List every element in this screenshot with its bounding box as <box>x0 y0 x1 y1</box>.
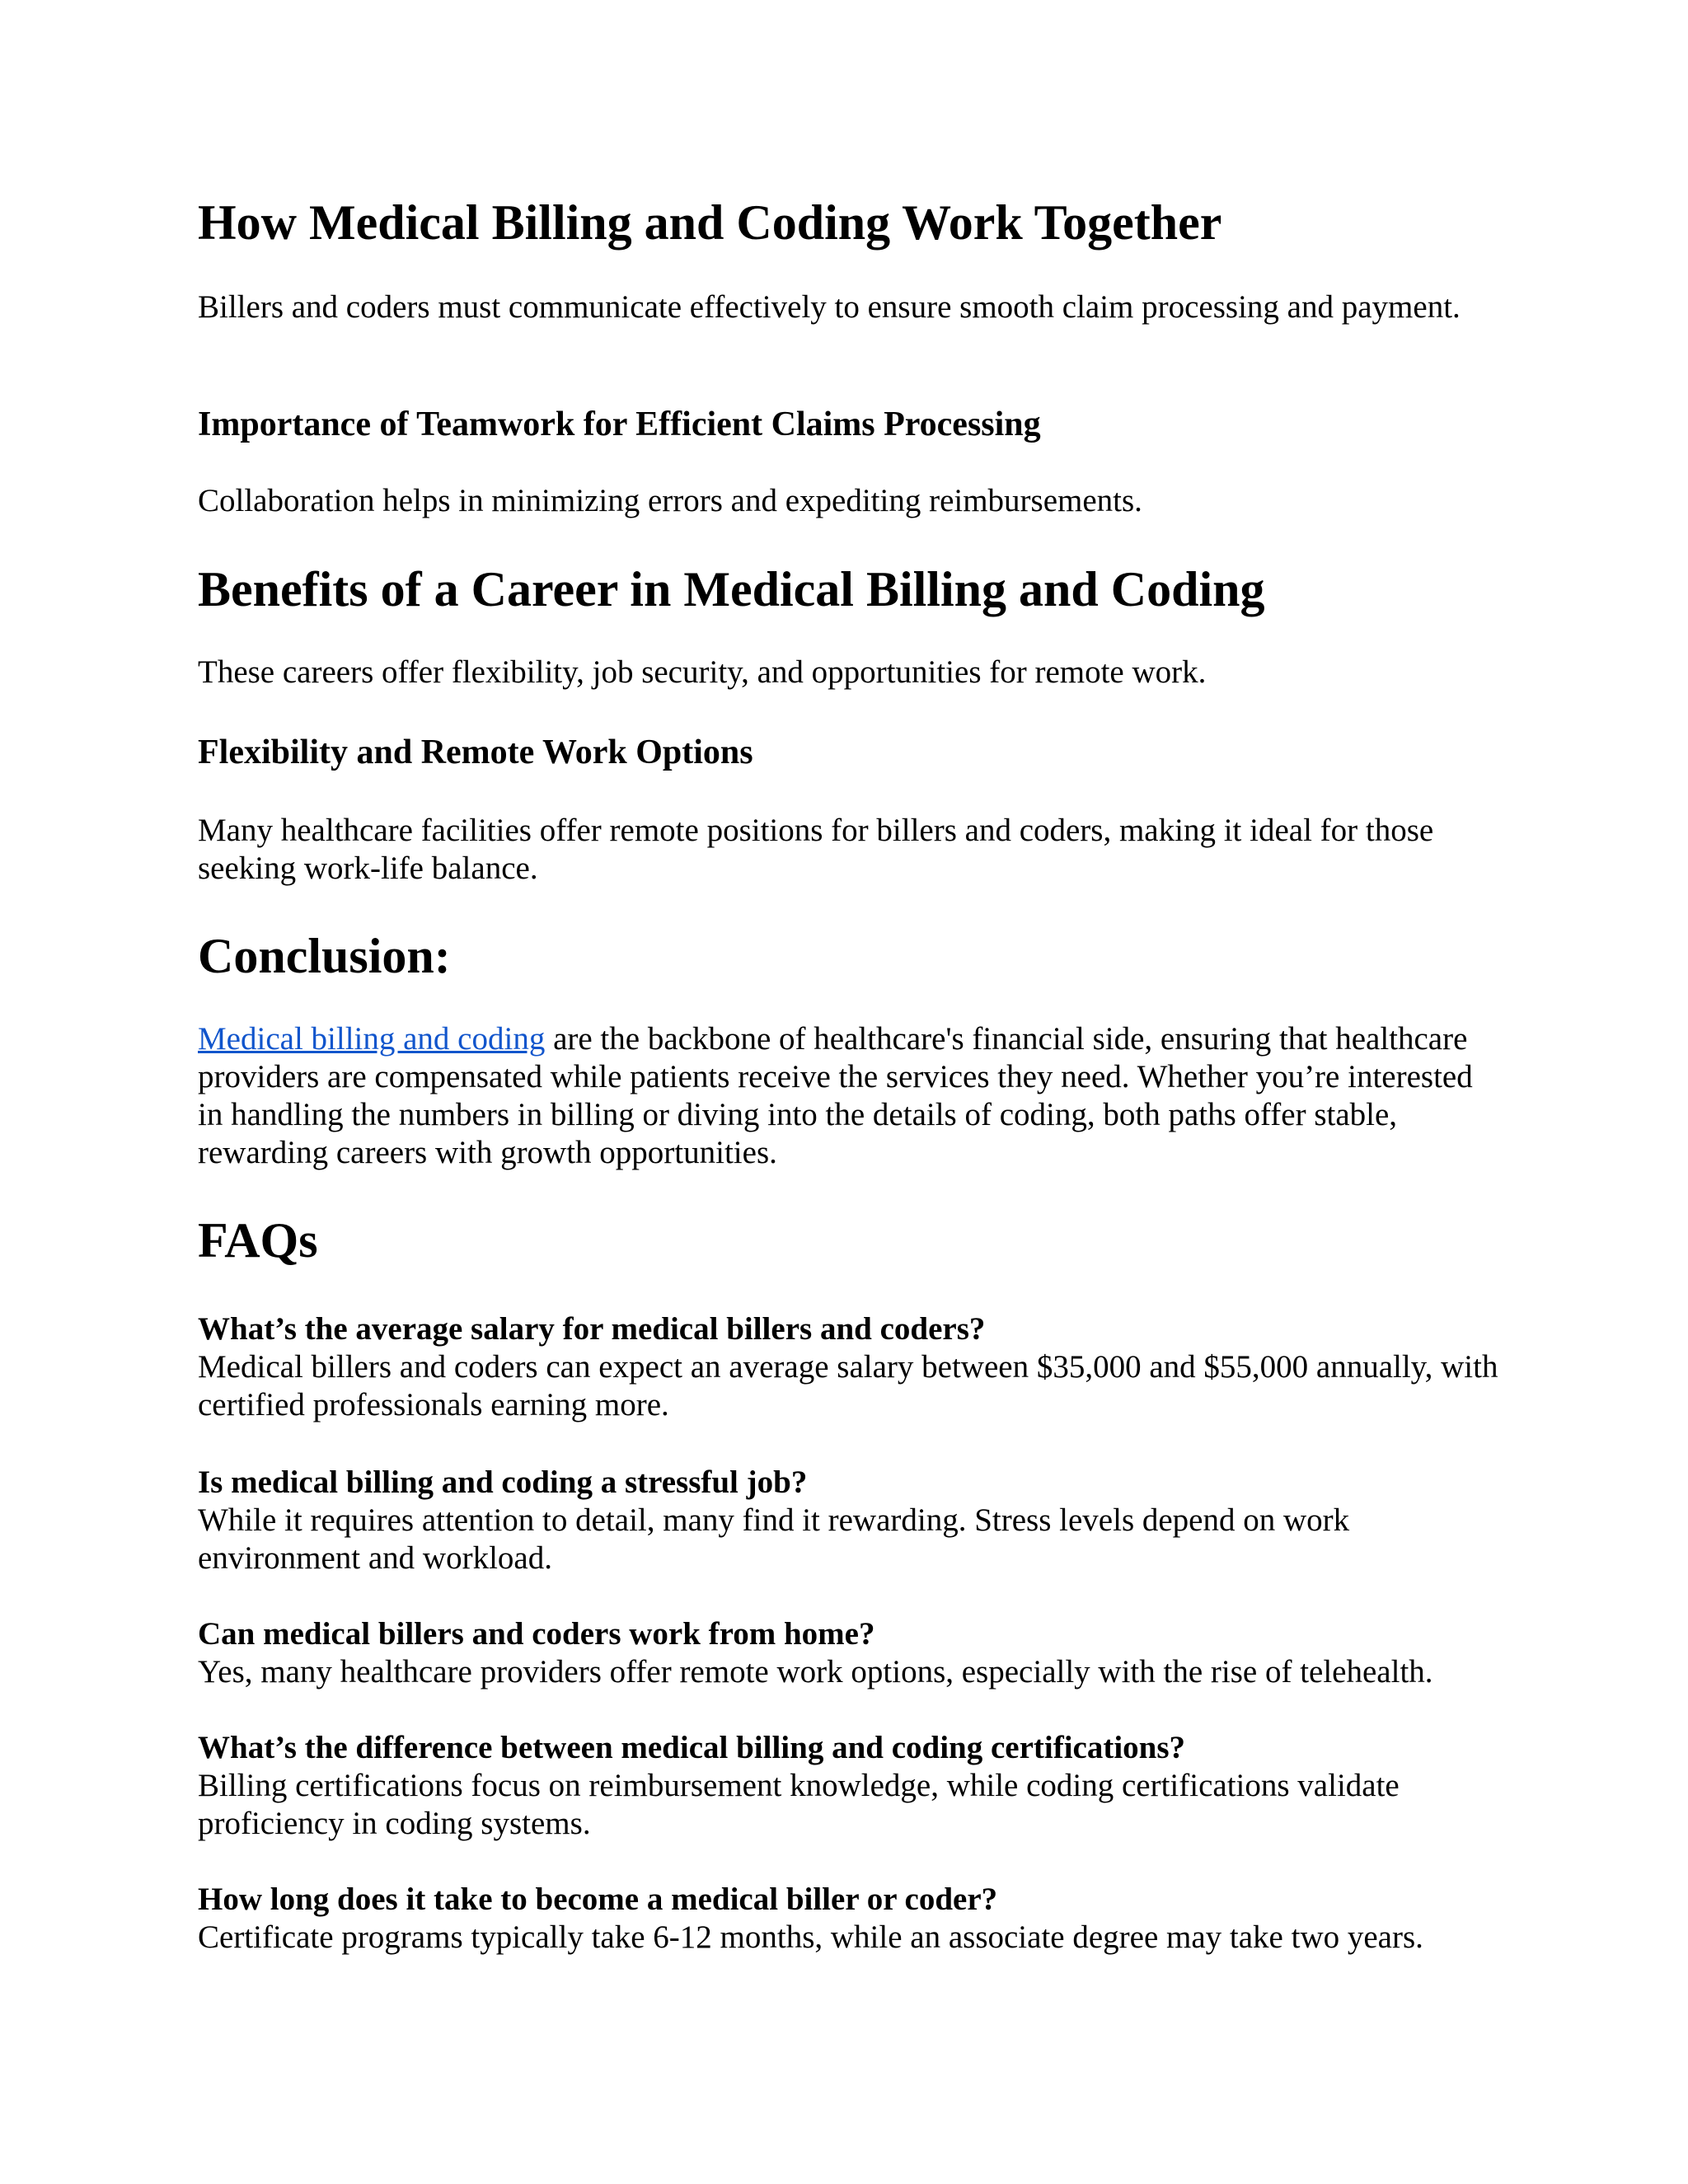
medical-billing-coding-link[interactable]: Medical billing and coding <box>198 1021 546 1057</box>
faq-item <box>198 1310 1500 1424</box>
subheading-teamwork: Importance of Teamwork for Efficient Claims Processing <box>198 405 1041 443</box>
faq-question: What’s the difference between medical billing and coding certifications? <box>198 1730 1186 1765</box>
faq-item <box>198 1881 1500 1957</box>
faq-answer: Medical billers and coders can expect an average salary between $35,000 and $55,000 annually, with certified professionals earning more. <box>198 1349 1498 1422</box>
faq-item <box>198 1464 1500 1577</box>
subheading-flexibility: Flexibility and Remote Work Options <box>198 733 753 771</box>
section-heading-work-together: How Medical Billing and Coding Work Together <box>198 195 1222 250</box>
conclusion-heading: Conclusion: <box>198 929 451 983</box>
paragraph-flexibility: Many healthcare facilities offer remote positions for billers and coders, making it ideal for those seeking work-life balance. <box>198 813 1434 886</box>
faq-item <box>198 1729 1500 1843</box>
faq-answer: Billing certifications focus on reimbursement knowledge, while coding certifications validate proficiency in coding systems. <box>198 1768 1400 1841</box>
faq-question: Is medical billing and coding a stressful job? <box>198 1465 808 1500</box>
section-paragraph-benefits: These careers offer flexibility, job security, and opportunities for remote work. <box>198 654 1207 690</box>
conclusion-paragraph <box>198 1020 1500 1172</box>
faq-answer: Certificate programs typically take 6-12 months, while an associate degree may take two years. <box>198 1919 1423 1955</box>
faq-answer: Yes, many healthcare providers offer remote work options, especially with the rise of telehealth. <box>198 1654 1433 1690</box>
faq-item <box>198 1615 1500 1691</box>
section-heading-benefits: Benefits of a Career in Medical Billing and Coding <box>198 562 1265 616</box>
section-paragraph-work-together: Billers and coders must communicate effectively to ensure smooth claim processing and payment. <box>198 289 1461 325</box>
faqs-heading: FAQs <box>198 1213 318 1268</box>
faq-question: How long does it take to become a medical biller or coder? <box>198 1882 998 1917</box>
faq-question: What’s the average salary for medical billers and coders? <box>198 1311 986 1347</box>
paragraph-teamwork: Collaboration helps in minimizing errors and expediting reimbursements. <box>198 483 1142 518</box>
faq-question: Can medical billers and coders work from home? <box>198 1616 875 1652</box>
faq-answer: While it requires attention to detail, many find it rewarding. Stress levels depend on work environment and workload. <box>198 1502 1350 1576</box>
conclusion-paragraph-text: are the backbone of healthcare's financial side, ensuring that healthcare providers are compensated while patients receive the services they need. Whether you’re interested in handling the numbers in billing or diving into the details of coding, both paths offer stable, rewarding careers with growth opportunities. <box>198 1021 1473 1170</box>
